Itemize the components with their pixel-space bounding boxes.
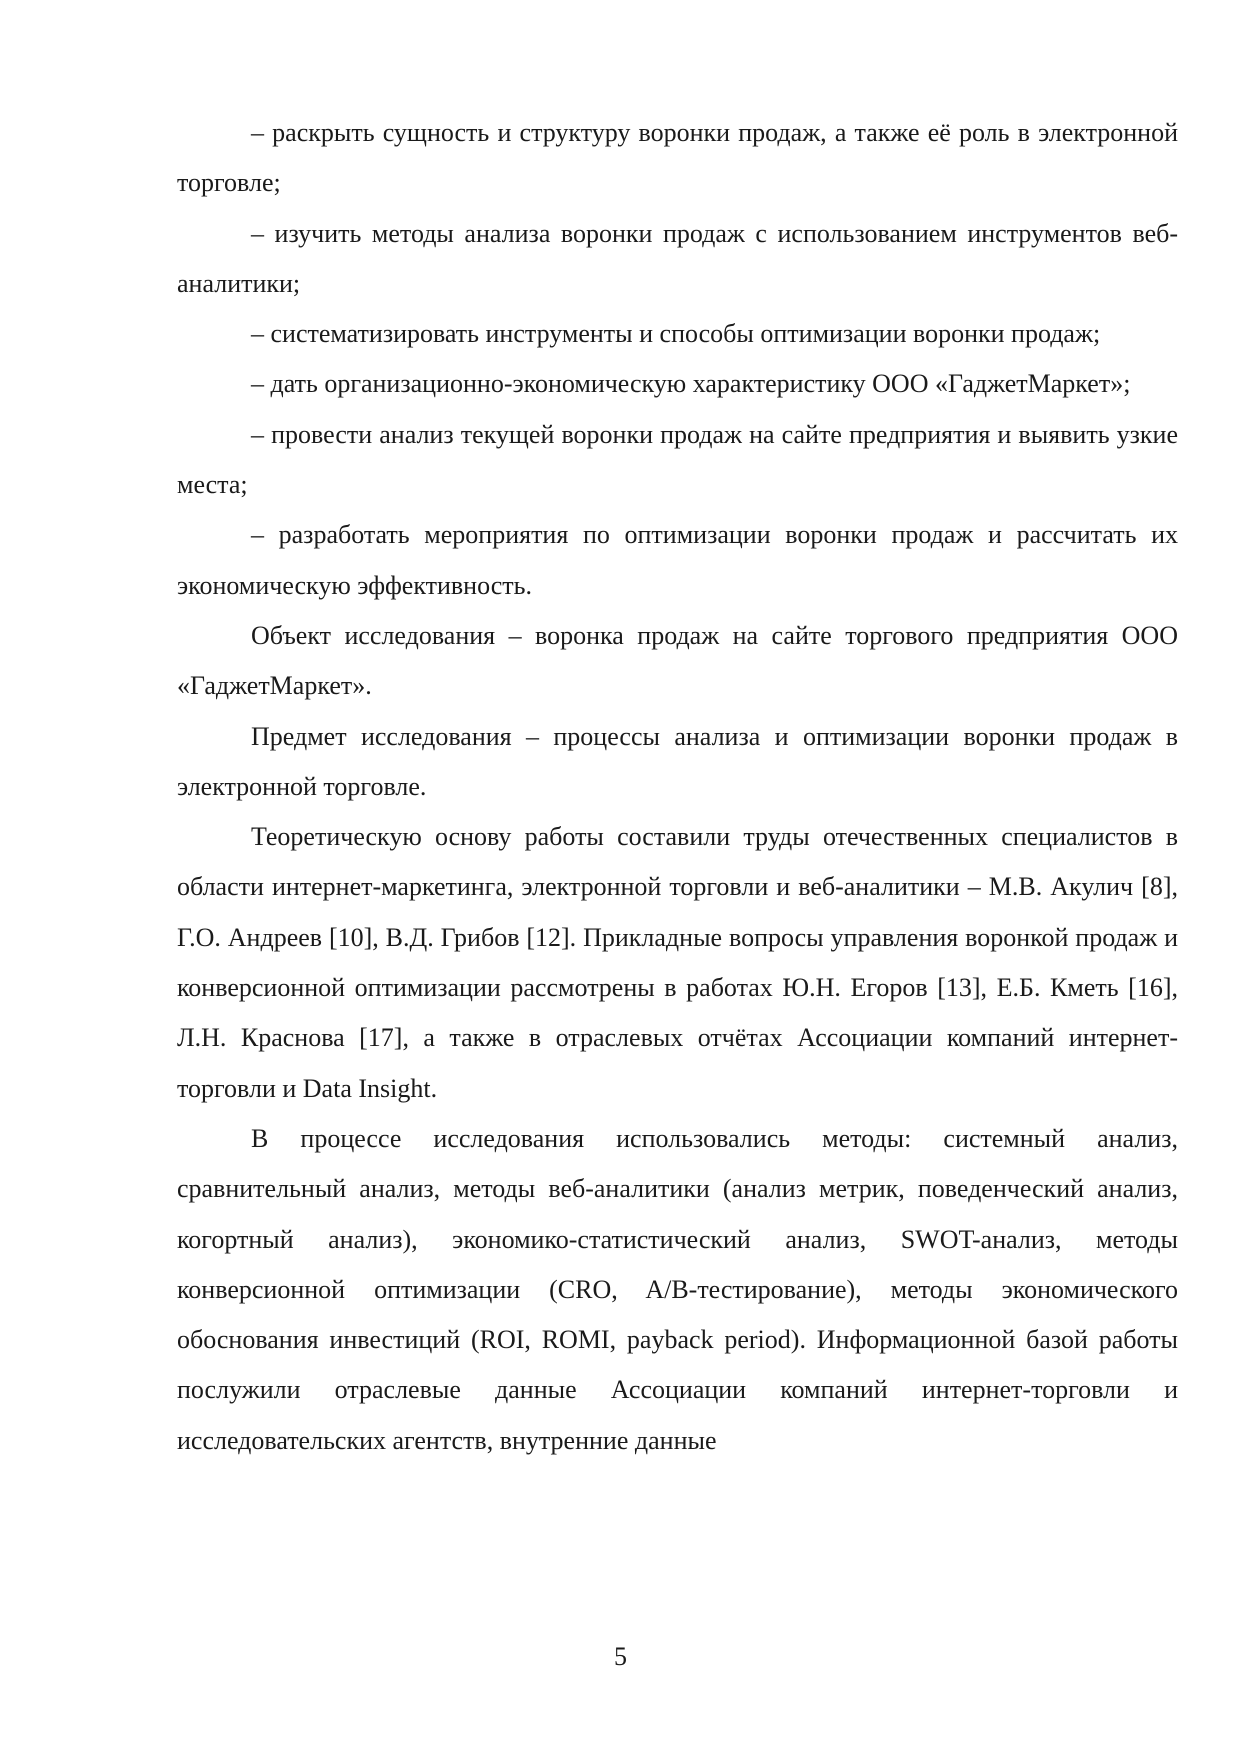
paragraph-task-5: – провести анализ текущей воронки продаж на сайте предприятия и выявить узкие места;: [177, 419, 1178, 500]
paragraph-task-6: – разработать мероприятия по оптимизации воронки продаж и рассчитать их экономическую эффективность.: [177, 520, 1178, 600]
body-text: [177, 108, 1178, 1466]
paragraph-task-2: – изучить методы анализа воронки продаж с использованием инструментов веб-аналитики;: [177, 218, 1178, 298]
paragraph-research-methods: В процессе исследования использовались методы: системный анализ, сравнительный анализ, методы веб-аналитики (анализ метрик, поведенческий анализ, когортный анализ), экономико-статистический анализ, SWOT-анализ, методы конверсионной оптимизации (CRO, A/B-тестирование), методы экономического обоснования инвестиций (ROI, ROMI, payback period). Информационной базой работы послужили отраслевые данные Ассоциации компаний интернет-торговли и исследовательских агентств, внутренние данные: [177, 1123, 1178, 1455]
paragraph-task-3: – систематизировать инструменты и способы оптимизации воронки продаж;: [251, 319, 1101, 349]
paragraph-task-4: – дать организационно-экономическую характеристику ООО «ГаджетМаркет»;: [251, 369, 1131, 399]
paragraph-task-1: – раскрыть сущность и структуру воронки продаж, а также её роль в электронной торговле;: [177, 118, 1178, 198]
paragraph-theoretical-basis: Теоретическую основу работы составили труды отечественных специалистов в области интернет-маркетинга, электронной торговли и веб-аналитики – М.В. Акулич [8], Г.О. Андреев [10], В.Д. Грибов [12]. Прикладные вопросы управления воронкой продаж и конверсионной оптимизации рассмотрены в работах Ю.Н. Егоров [13], Е.Б. Кметь [16], Л.Н. Краснова [17], а также в отраслевых отчётах Ассоциации компаний интернет-торговли и Data Insight.: [177, 822, 1178, 1103]
paragraph-research-subject: Предмет исследования – процессы анализа и оптимизации воронки продаж в электронной торговле.: [177, 721, 1178, 801]
paragraph-research-object: Объект исследования – воронка продаж на сайте торгового предприятия ООО «ГаджетМаркет».: [177, 620, 1178, 701]
page-number: 5: [614, 1642, 627, 1671]
